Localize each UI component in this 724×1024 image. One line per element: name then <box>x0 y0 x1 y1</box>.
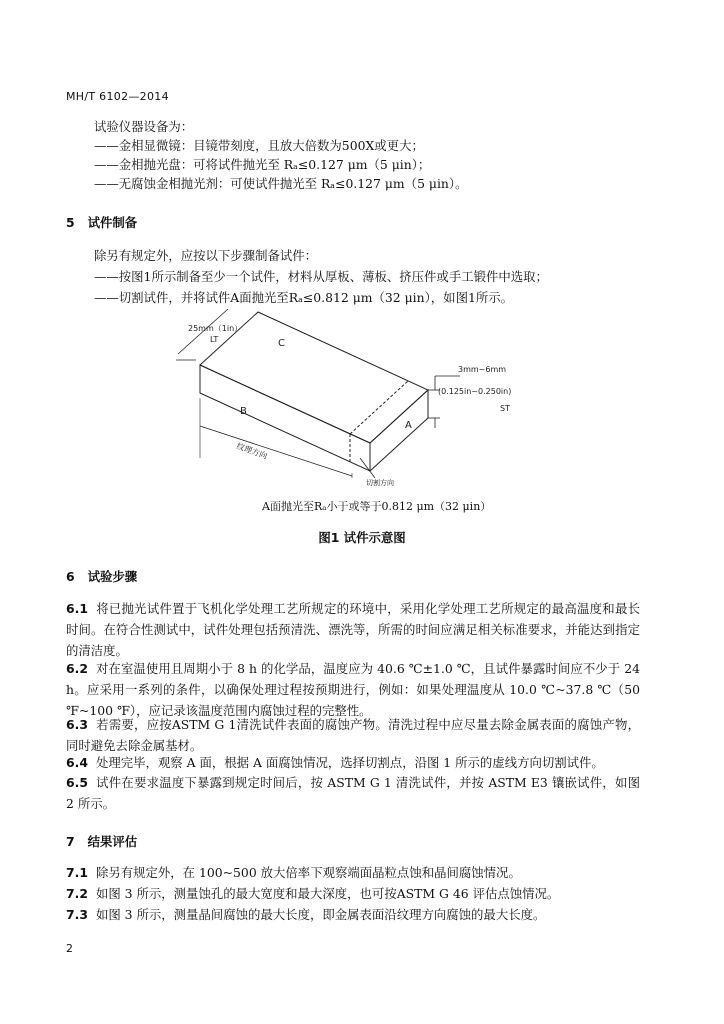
paragraph-6-2 <box>66 659 640 721</box>
section-number: 6 <box>66 569 75 584</box>
paragraph-7-2 <box>66 884 640 905</box>
figure-1-caption: 图1 试件示意图 <box>318 530 406 545</box>
paragraph-6-4 <box>66 753 640 774</box>
clause-text: 将已抛光试件置于飞机化学处理工艺所规定的环境中，采用化学处理工艺所规定的最高温度和最长时间。在符合性测试中，试件处理包括预清洗、漂洗等，所需的时间应满足相关标准要求，并能达到指定的清洁度。 <box>66 601 640 658</box>
equipment-item-microscope: ——金相显微镜：目镜带刻度，且放大倍数为500X或更大； <box>94 138 424 153</box>
section-title: 结果评估 <box>87 834 138 849</box>
thickness-label: 3mm~6mm <box>458 365 507 374</box>
clause-text: 对在室温使用且周期小于 8 h 的化学品，温度应为 40.6 ℃±1.0 ℃，且试件暴露时间应不少于 24 h。应采用一系列的条件，以确保处理过程按预期进行，例如：如果处理温度从 10.0 ℃~37.8 ℃（50 ℉~100 ℉），应记录该温度范围内腐蚀过程的完整性。 <box>66 661 640 718</box>
paragraph-6-1 <box>66 599 640 661</box>
section-5-intro: 除另有规定外，应按以下步骤制备试件： <box>94 248 318 263</box>
face-a-label: A <box>405 420 412 431</box>
clause-text: 如图 3 所示，测量蚀孔的最大宽度和最大深度，也可按ASTM G 46 评估点蚀情况。 <box>95 886 560 901</box>
section-title: 试验步骤 <box>87 569 138 584</box>
section-6-heading <box>66 567 137 585</box>
lt-label: LT <box>210 335 219 344</box>
standard-number: MH/T 6102—2014 <box>66 90 169 103</box>
clause-text: 如图 3 所示，测量晶间腐蚀的最大长度，即金属表面沿纹理方向腐蚀的最大长度。 <box>95 907 546 922</box>
width-dimension-label: 25mm（1in） <box>188 324 243 333</box>
cut-direction-label: 切割方向 <box>366 479 394 487</box>
section-5-heading <box>66 213 137 231</box>
clause-number: 6.5 <box>66 775 88 790</box>
paragraph-7-1 <box>66 863 640 884</box>
cut-line-top <box>350 381 408 434</box>
equipment-item-polish-agent: ——无腐蚀金相抛光剂：可使试件抛光至 Rₐ≤0.127 μm（5 μin）。 <box>94 176 468 191</box>
clause-text: 试件在要求温度下暴露到规定时间后，按 ASTM G 1 清洗试件，并按 ASTM E3 镶嵌试件，如图 2 所示。 <box>66 775 640 811</box>
clause-number: 6.3 <box>66 717 88 732</box>
section-5-item-2: ——切割试件，并将试件A面抛光至Rₐ≤0.812 μm（32 μin），如图1所示。 <box>94 290 514 305</box>
clause-number: 7.1 <box>66 865 88 880</box>
face-c-label: C <box>278 338 285 349</box>
st-label: ST <box>500 404 510 413</box>
section-7-heading <box>66 832 137 850</box>
clause-text: 处理完毕，观察 A 面，根据 A 面腐蚀情况，选择切割点，沿图 1 所示的虚线方向切割试件。 <box>95 755 604 770</box>
section-5-item-1: ——按图1所示制备至少一个试件，材料从厚板、薄板、挤压件或手工锻件中选取； <box>94 269 548 284</box>
clause-number: 7.2 <box>66 886 88 901</box>
equipment-intro: 试验仪器设备为： <box>94 119 194 134</box>
clause-number: 6.1 <box>66 601 88 616</box>
figure-1-specimen-diagram <box>170 308 570 518</box>
paragraph-6-3 <box>66 715 640 757</box>
section-title: 试件制备 <box>87 215 138 230</box>
face-b-label: B <box>240 406 247 417</box>
equipment-item-polisher: ——金相抛光盘：可将试件抛光至 Rₐ≤0.127 μm（5 μin）； <box>94 157 431 172</box>
thickness-inch-label: (0.125in~0.250in) <box>438 387 512 396</box>
clause-number: 7.3 <box>66 907 88 922</box>
clause-number: 6.4 <box>66 755 88 770</box>
paragraph-7-3 <box>66 905 640 926</box>
grain-direction-label: 纹理方向 <box>235 441 269 461</box>
paragraph-6-5 <box>66 773 640 815</box>
clause-text: 除另有规定外，在 100~500 放大倍率下观察端面晶粒点蚀和晶间腐蚀情况。 <box>95 865 521 880</box>
page-number: 2 <box>66 942 73 955</box>
face-b-outline <box>200 365 370 471</box>
clause-text: 若需要，应按ASTM G 1清洗试件表面的腐蚀产物。清洗过程中应尽量去除金属表面的腐蚀产物，同时避免去除金属基材。 <box>66 717 640 753</box>
clause-number: 6.2 <box>66 661 88 676</box>
section-number: 7 <box>66 834 75 849</box>
face-a-outline <box>370 390 428 471</box>
section-number: 5 <box>66 215 75 230</box>
grain-direction-line <box>200 426 352 476</box>
figure-1-note: A面抛光至Rₐ小于或等于0.812 μm（32 μin） <box>262 500 492 513</box>
